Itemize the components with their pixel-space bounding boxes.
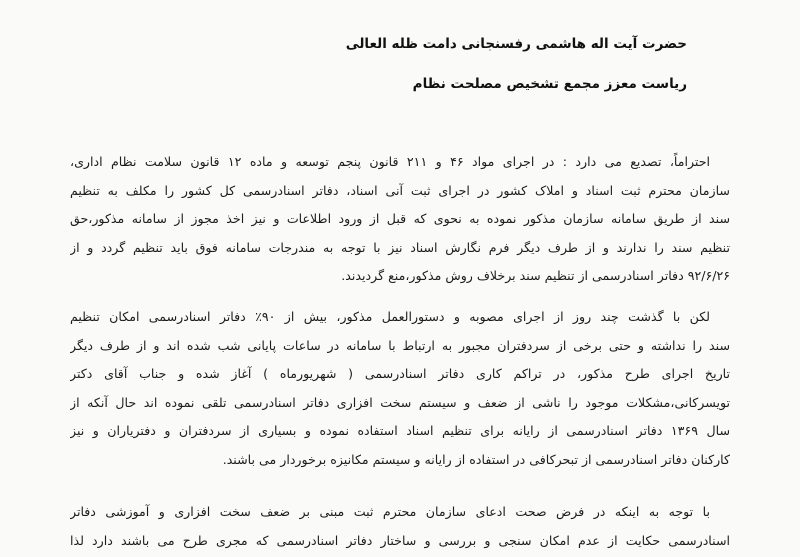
recipient-line-1: حضرت آیت اله هاشمی رفسنجانی دامت ظله العالی xyxy=(345,36,687,52)
paragraph-3 xyxy=(70,498,730,555)
text-line: تویسرکانی،مشکلات موجود را ناشی از ضعف و سیستم سخت افزاری دفاتر اسنادرسمی تلقی نموده اند حال آنکه از xyxy=(70,394,730,410)
text-line: سازمان محترم ثبت اسناد و املاک کشور در اجرای ثبت آنی اسناد، دفاتر اسنادرسمی کل کشور را مکلف به تنظیم xyxy=(70,182,730,198)
text-line: سند از طریق سامانه سازمان مذکور نموده به نحوی که قبل از ورود اطلاعات و نیز اخذ مجوز از سامانه مذکور،حق xyxy=(70,211,730,226)
text-line: با توجه به اینکه در فرض صحت ادعای سازمان محترم ثبت مبنی بر ضعف سخت افزاری و آموزشی دفاتر xyxy=(70,504,710,519)
text-line: سال ۱۳۶۹ دفاتر اسنادرسمی از رایانه برای تنظیم اسناد استفاده نموده و بسیاری از سردفتران و دفتریاران و نیز xyxy=(70,423,730,438)
paragraph-1 xyxy=(70,148,730,291)
recipient-line-2: ریاست معزز مجمع تشخیص مصلحت نظام xyxy=(412,76,687,92)
paragraph-2 xyxy=(70,303,730,474)
text-line: تنظیم سند را ندارند و از طرف دیگر فرم نگارش اسناد نیز با توجه به مندرجات سامانه فوق باید تنظیم گردد و از xyxy=(70,239,730,255)
text-line: احتراماً، تصدیع می دارد : در اجرای مواد ۴۶ و ۲۱۱ قانون پنجم توسعه و ماده ۱۲ قانون سلامت نظام اداری، xyxy=(70,154,711,169)
text-line: لکن با گذشت چند روز از اجرای مصوبه و دستورالعمل مذکور، بیش از ۹۰٪ دفاتر اسنادرسمی امکان تنظیم xyxy=(70,309,710,324)
text-line: سند را نداشته و حتی برخی از سردفتران مجبور به ارتباط با سامانه در ساعات پایانی شب شده اند و از طرف دیگر xyxy=(70,337,730,353)
text-line: اسنادرسمی حکایت از عدم امکان سنجی و بررسی و ساختار دفاتر اسنادرسمی که مجری طرح می باشند دارد لذا xyxy=(70,532,730,548)
text-line: تاریخ اجرای طرح مذکور، در تراکم کاری دفاتر اسنادرسمی ( شهریورماه ) آغاز شده و جناب آقای دکتر xyxy=(70,366,730,381)
text-line: ۹۲/۶/۲۶ دفاتر اسنادرسمی از تنظیم سند برخلاف روش مذکور،منع گردیدند. xyxy=(341,268,730,283)
text-line: کارکنان دفاتر اسنادرسمی از تبحرکافی در استفاده از رایانه و سیستم مکانیزه برخوردار می باشند. xyxy=(222,451,730,467)
